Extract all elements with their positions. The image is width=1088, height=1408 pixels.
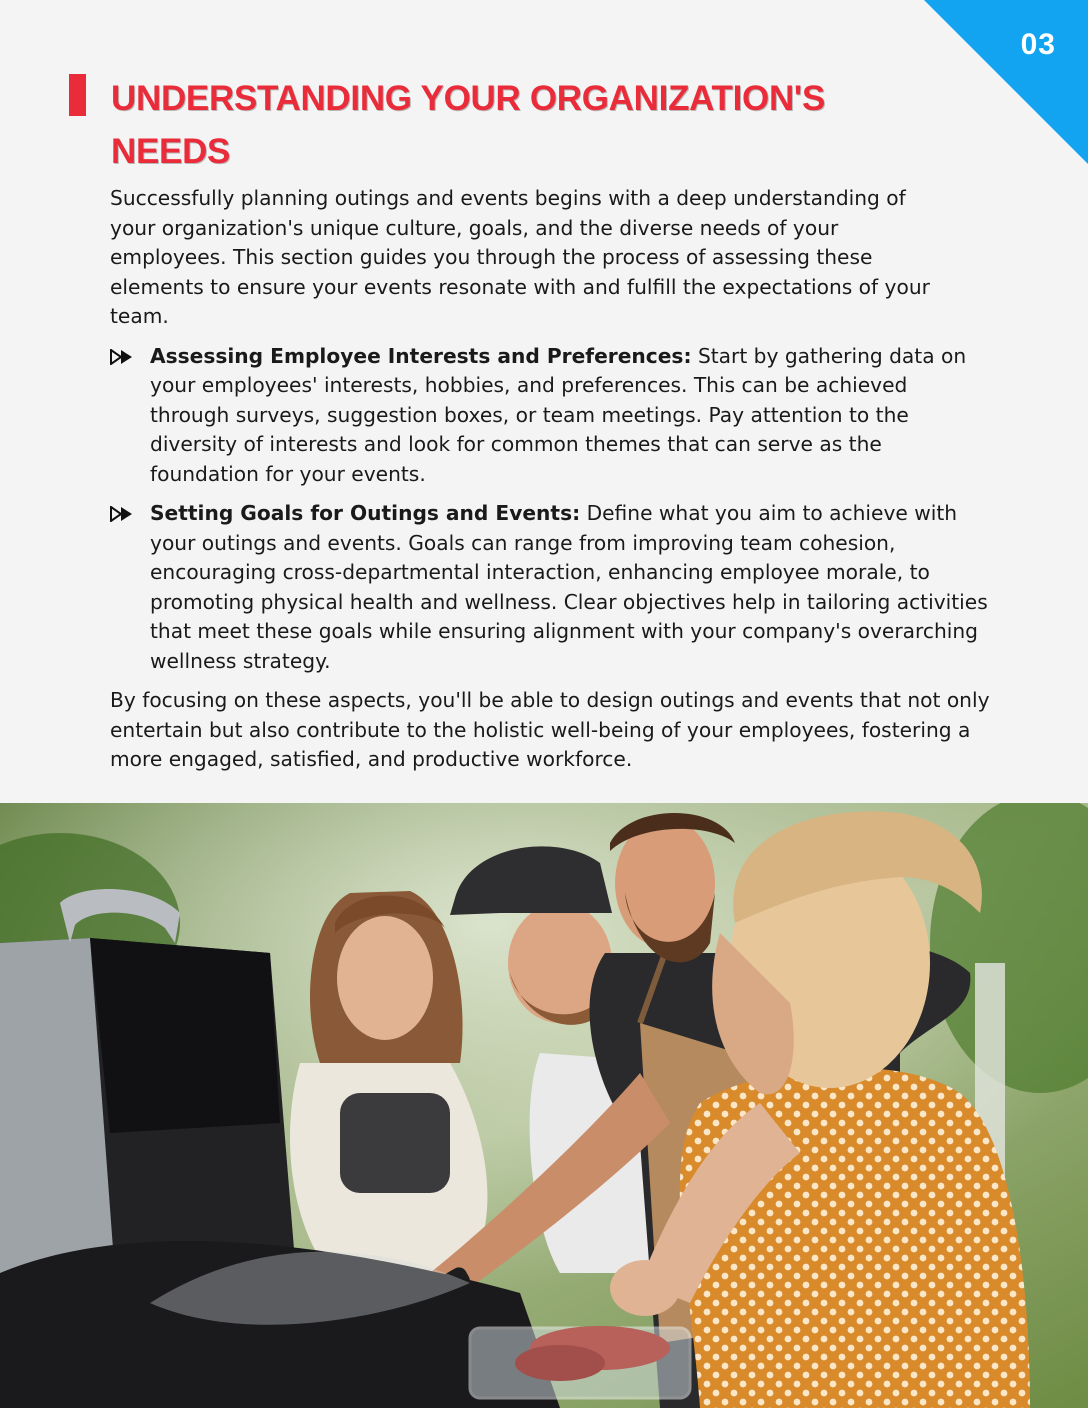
heading-accent-bar <box>69 74 86 116</box>
closing-paragraph: By focusing on these aspects, you'll be able to design outings and events that not only entertain but also contribute to the holistic well-being of your employees, fostering a more engaged, satisfied, and productive workforce. <box>110 688 990 771</box>
list-item <box>110 342 990 490</box>
double-play-arrow-icon <box>110 349 134 365</box>
bullet-text: Define what you aim to achieve with your outings and events. Goals can range from improving team cohesion, encouraging cross-departmental interaction, enhancing employee morale, to promoting physical health and wellness. Clear objectives help in tailoring activities that meet these goals while ensuring alignment with your company's overarching wellness strategy. <box>150 501 988 673</box>
list-item <box>110 499 990 676</box>
page-number: 03 <box>1020 28 1056 61</box>
bullet-list <box>110 342 990 677</box>
page-title <box>111 72 931 178</box>
title-line-2: NEEDS <box>111 132 231 171</box>
bullet-text: Start by gathering data on your employees' interests, hobbies, and preferences. This can be achieved through surveys, suggestion boxes, or team meetings. Pay attention to the diversity of interests and look for common themes that can serve as the foundation for your events. <box>150 343 967 486</box>
bbq-group-photo <box>0 803 1088 1408</box>
photo-illustration <box>0 803 1088 1408</box>
page-corner-tab <box>924 0 1088 164</box>
bullet-title: Assessing Employee Interests and Preferences: <box>150 343 692 368</box>
intro-paragraph: Successfully planning outings and events begins with a deep understanding of your organization's unique culture, goals, and the diverse needs of your employees. This section guides you through the process of assessing these elements to ensure your events resonate with and fulfill the expectations of your team. <box>110 186 930 328</box>
title-line-1: UNDERSTANDING YOUR ORGANIZATION'S <box>111 79 825 118</box>
body-content <box>110 184 990 775</box>
double-play-arrow-icon <box>110 506 134 522</box>
bullet-title: Setting Goals for Outings and Events: <box>150 501 581 525</box>
